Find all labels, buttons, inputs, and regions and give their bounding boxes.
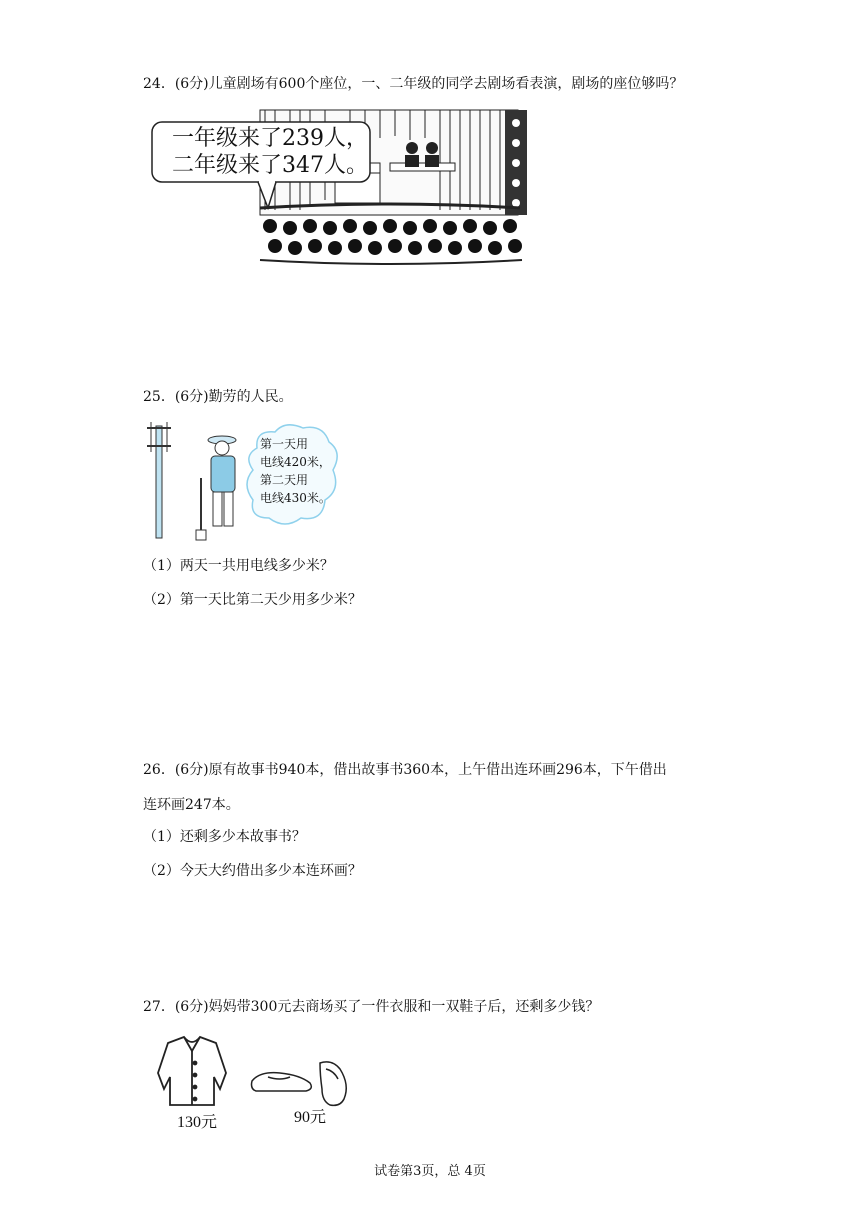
q26-text-line1: 26．(6分)原有故事书940本，借出故事书360本，上午借出连环画296本，下午借出 — [143, 762, 667, 778]
q26-sub2: （2）今天大约借出多少本连环画？ — [143, 863, 362, 879]
q25-bubble-line-3: 电线430米。 — [260, 491, 331, 505]
q25-sub1: （1）两天一共用电线多少米？ — [143, 558, 334, 574]
worker-illustration — [145, 418, 345, 543]
q25-bubble-line-2: 第二天用 — [260, 473, 309, 487]
q24-bubble-line2: 二年级来了347人。 — [172, 153, 368, 178]
q26-sub1: （1）还剩多少本故事书？ — [143, 829, 306, 845]
clothing-drawing — [140, 1033, 360, 1138]
q25-sub2: （2）第一天比第二天少用多少米？ — [143, 592, 362, 608]
shirt-price: 130元 — [177, 1114, 218, 1131]
worker-drawing — [145, 418, 345, 543]
q25-text: 25．(6分)勤劳的人民。 — [143, 389, 293, 405]
shirt-shoes-illustration — [140, 1033, 360, 1138]
q25-bubble-line-0: 第一天用 — [260, 437, 309, 451]
shoes-icon — [252, 1062, 347, 1106]
q24-text: 24．(6分)儿童剧场有600个座位，一、二年级的同学去剧场看表演，剧场的座位够吗？ — [143, 76, 684, 92]
page-footer: 试卷第3页，总 4页 — [374, 1164, 486, 1179]
shirt-icon — [158, 1037, 226, 1105]
theater-illustration — [150, 108, 530, 273]
q25-bubble-line-1: 电线420米， — [260, 455, 331, 469]
q24-bubble-line1: 一年级来了239人， — [172, 126, 368, 151]
shoes-price: 90元 — [294, 1109, 327, 1126]
q26-text-line2: 连环画247本。 — [143, 797, 240, 813]
q27-text: 27．(6分)妈妈带300元去商场买了一件衣服和一双鞋子后，还剩多少钱？ — [143, 999, 600, 1015]
